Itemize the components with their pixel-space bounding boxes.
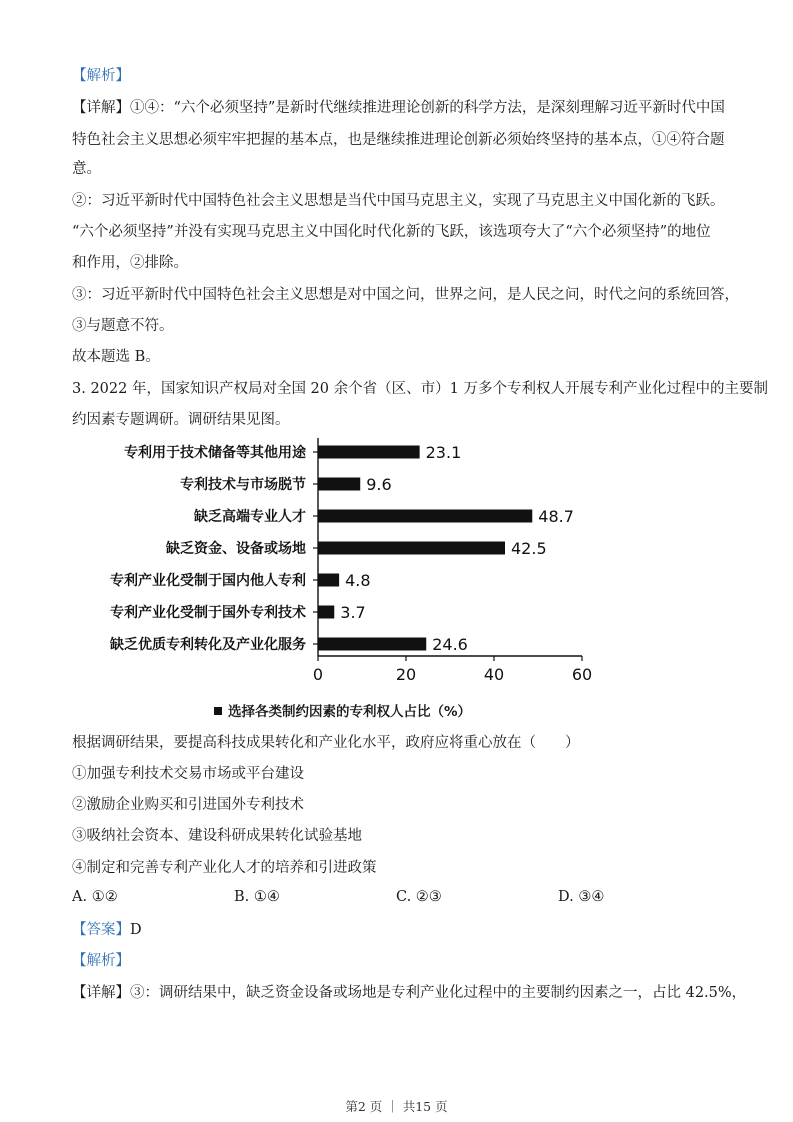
bar [318, 446, 420, 459]
category-label: 缺乏优质专利转化及产业化服务 [110, 637, 306, 653]
question3-stem-line1: 3. 2022 年，国家知识产权局对全国 20 余个省（区、市）1 万多个专利权人开展专利产业化过程中的主要制 [72, 381, 768, 397]
bar-chart [80, 432, 610, 692]
jiexi-tag-1: 【解析】 [72, 68, 130, 84]
category-label: 缺乏高端专业人才 [194, 509, 306, 525]
bar [318, 638, 426, 651]
x-tick-label: 60 [571, 665, 593, 684]
legend-swatch [214, 707, 222, 715]
answer-tag: 【答案】 [72, 922, 130, 938]
option-a: A. ①② [72, 889, 118, 905]
para3-line1: ③：习近平新时代中国特色社会主义思想是对中国之问，世界之问，是人民之问，时代之问的系统回答， [72, 287, 739, 303]
value-label: 4.8 [345, 571, 371, 590]
x-tick-label: 0 [312, 665, 324, 684]
item-4: ④制定和完善专利产业化人才的培养和引进政策 [72, 860, 377, 876]
value-label: 3.7 [340, 603, 366, 622]
item-2: ②激励企业购买和引进国外专利技术 [72, 797, 304, 813]
question3-prompt: 根据调研结果，要提高科技成果转化和产业化水平，政府应将重心放在（ ） [72, 735, 580, 751]
x-tick-label: 20 [395, 665, 417, 684]
answer-line [72, 920, 142, 940]
page-footer: 第2 页 ｜ 共15 页 [345, 1099, 448, 1114]
bar [318, 606, 334, 619]
x-tick-label: 40 [483, 665, 505, 684]
para1-line1: ①④：“六个必须坚持”是新时代继续推进理论创新的科学方法，是深刻理解习近平新时代中国 [130, 100, 725, 116]
para2-line1: ②：习近平新时代中国特色社会主义思想是当代中国马克思主义，实现了马克思主义中国化新的飞跃。 [72, 193, 725, 209]
value-label: 9.6 [366, 475, 392, 494]
para2-line2: “六个必须坚持”并没有实现马克思主义中国化时代化新的飞跃，该选项夸大了“六个必须坚持”的地位 [72, 224, 711, 240]
legend-label: 选择各类制约因素的专利权人占比（%） [228, 704, 472, 720]
xiangjie-text-2: ③：调研结果中，缺乏资金设备或场地是专利产业化过程中的主要制约因素之一，占比 42.5%， [130, 985, 747, 1001]
item-3: ③吸纳社会资本、建设科研成果转化试验基地 [72, 828, 362, 844]
category-label: 专利用于技术储备等其他用途 [124, 445, 306, 461]
category-label: 专利产业化受制于国内他人专利 [110, 573, 306, 589]
bar [318, 478, 360, 491]
option-b: B. ①④ [234, 889, 280, 905]
bar [318, 574, 339, 587]
value-label: 24.6 [432, 635, 468, 654]
para1-line2: 特色社会主义思想必须牢牢把握的基本点，也是继续推进理论创新必须始终坚持的基本点，①④符合题 [72, 132, 725, 148]
jiexi-tag-2: 【解析】 [72, 953, 130, 969]
option-c: C. ②③ [396, 889, 442, 905]
item-1: ①加强专利技术交易市场或平台建设 [72, 766, 304, 782]
bar [318, 542, 505, 555]
xiangjie-tag: 【详解】 [72, 100, 130, 116]
xiangjie-line-1 [72, 98, 725, 118]
para2-line3: 和作用，②排除。 [72, 255, 188, 271]
conclusion: 故本题选 B。 [72, 349, 160, 365]
answer-value: D [130, 922, 142, 938]
category-label: 专利产业化受制于国外专利技术 [110, 605, 306, 621]
xiangjie-line-2 [72, 983, 746, 1003]
para3-line2: ③与题意不符。 [72, 318, 174, 334]
value-label: 48.7 [538, 507, 574, 526]
value-label: 42.5 [511, 539, 547, 558]
para1-line3: 意。 [72, 161, 101, 177]
category-label: 缺乏资金、设备或场地 [166, 541, 306, 557]
chart-legend [214, 700, 471, 720]
category-label: 专利技术与市场脱节 [180, 477, 306, 493]
question3-stem-line2: 约因素专题调研。调研结果见图。 [72, 412, 290, 428]
bar [318, 510, 532, 523]
xiangjie-tag-2: 【详解】 [72, 985, 130, 1001]
value-label: 23.1 [425, 443, 462, 462]
option-d: D. ③④ [558, 889, 605, 905]
